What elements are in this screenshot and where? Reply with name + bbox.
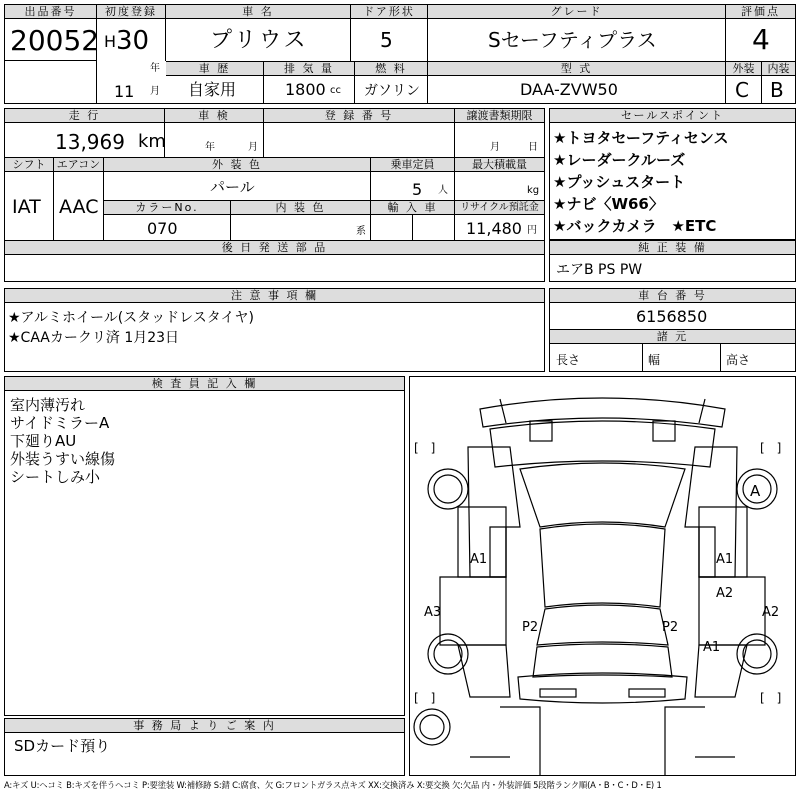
height-label: 高さ	[726, 353, 751, 367]
legend: A:キズ U:ヘコミ B:キズを伴うヘコミ P:要塗装 W:補修跡 S:錆 C:腐食、欠 G:フロントガラス点キズ XX:交換済み X:要交換 欠:欠品 内・外装評価 5段階ランク順(A・B・C・D・E) 1	[4, 780, 662, 790]
mileage-unit: km	[138, 131, 166, 152]
fuel-label: 燃 料	[355, 62, 427, 76]
inspector-item: シートしみ小	[10, 468, 101, 486]
transfer-month-unit: 月	[490, 142, 500, 153]
displacement-unit: cc	[330, 85, 341, 96]
recycle-unit: 円	[527, 225, 537, 236]
damage-mark: P2	[522, 620, 539, 635]
car-diagram	[410, 377, 795, 775]
grade: Sセーフティプラス	[488, 28, 657, 52]
inspector-label: 検 査 員 記 入 欄	[5, 377, 404, 391]
damage-mark: A3	[424, 605, 442, 620]
sales-point-item: ★ナビ〈W66〉	[553, 195, 664, 213]
month-unit: 月	[150, 86, 160, 97]
ac: AAC	[59, 196, 99, 218]
exterior-label: 外装	[726, 62, 761, 76]
diagram-bracket: [ ]	[760, 441, 782, 455]
caution-item: ★アルミホイール(スタッドレスタイヤ)	[8, 310, 254, 326]
int-color-label: 内 装 色	[231, 201, 370, 215]
first-reg-year: 30	[116, 26, 150, 56]
score-label: 評価点	[726, 5, 795, 19]
damage-mark: A1	[716, 552, 734, 567]
dims-label: 諸 元	[550, 330, 795, 344]
equipment-label: 純 正 装 備	[550, 241, 795, 255]
recycle-label: リサイクル預託金	[455, 201, 544, 215]
inspector-item: 下廻りAU	[10, 432, 77, 450]
car-name: プリウス	[210, 28, 309, 53]
shift: IAT	[12, 196, 41, 218]
recycle: 11,480	[466, 219, 522, 238]
first-reg-month: 11	[114, 82, 135, 101]
transfer-day-unit: 日	[528, 142, 538, 153]
caution-label: 注 意 事 項 欄	[5, 289, 544, 303]
ext-color-label: 外 装 色	[104, 158, 370, 172]
sales-point-item: ★レーダークルーズ	[553, 151, 686, 169]
damage-mark: A2	[762, 605, 780, 620]
length-label: 長さ	[556, 353, 581, 367]
fuel: ガソリン	[364, 83, 420, 99]
office-label: 事 務 局 よ り ご 案 内	[5, 719, 404, 733]
grade-label: グレード	[428, 5, 725, 19]
damage-mark: A	[750, 482, 761, 500]
capacity-unit: 人	[438, 185, 448, 196]
displacement: 1800	[285, 80, 326, 99]
office-text: SDカード預り	[14, 737, 111, 755]
chassis-label: 車 台 番 号	[550, 289, 795, 303]
model-label: 型 式	[428, 62, 725, 76]
score: 4	[752, 23, 770, 56]
displacement-label: 排 気 量	[264, 62, 354, 76]
reg-label: 登 録 番 号	[264, 109, 454, 123]
shipping-label: 後 日 発 送 部 品	[5, 241, 544, 255]
diagram-bracket: [ ]	[414, 441, 436, 455]
diagram-bracket: [ ]	[414, 691, 436, 705]
color-no: 070	[147, 219, 178, 238]
sales-point-item: ★バックカメラ ★ETC	[553, 217, 717, 235]
width-label: 幅	[648, 353, 661, 367]
damage-mark: P2	[662, 620, 679, 635]
exterior-grade: C	[735, 78, 749, 102]
mileage-label: 走 行	[5, 109, 164, 123]
mileage: 13,969	[55, 130, 125, 154]
first-reg-label: 初度登録	[97, 5, 165, 19]
interior-grade: B	[770, 78, 784, 102]
history-label: 車 歴	[166, 62, 263, 76]
caution-item: ★CAAカークリ済 1月23日	[8, 330, 180, 346]
lot-number: 20052	[10, 24, 100, 57]
inspector-item: 外装うすい線傷	[10, 450, 116, 468]
year-unit: 年	[150, 63, 160, 74]
interior-label: 内装	[762, 62, 795, 76]
inspector-item: サイドミラーA	[10, 414, 110, 432]
sales-points-label: セールスポイント	[550, 109, 795, 123]
capacity: 5	[412, 180, 423, 199]
inspector-item: 室内薄汚れ	[10, 396, 86, 414]
max-load-unit: kg	[527, 185, 540, 196]
capacity-label: 乗車定員	[371, 158, 454, 172]
insp-month-unit: 月	[248, 142, 258, 153]
ext-color: パール	[210, 178, 255, 196]
diagram-bracket: [ ]	[760, 691, 782, 705]
era: H	[104, 32, 117, 51]
max-load-label: 最大積載量	[455, 158, 544, 172]
chassis-number: 6156850	[636, 307, 708, 326]
history: 自家用	[188, 80, 237, 99]
shift-label: シフト	[5, 158, 53, 172]
damage-mark: A1	[470, 552, 488, 567]
sales-point-item: ★トヨタセーフティセンス	[553, 129, 729, 147]
int-color-unit: 系	[356, 226, 366, 237]
color-no-label: カラーNo.	[104, 201, 230, 215]
insp-year-unit: 年	[205, 142, 215, 153]
sales-point-item: ★プッシュスタート	[553, 173, 686, 191]
equipment: エアB PS PW	[556, 262, 643, 278]
doors-label: ドア形状	[351, 5, 427, 19]
damage-mark: A1	[703, 640, 721, 655]
doors: 5	[380, 28, 393, 52]
model: DAA-ZVW50	[520, 80, 618, 99]
ac-label: エアコン	[54, 158, 103, 172]
import-label: 輸 入 車	[371, 201, 454, 215]
car-name-label: 車 名	[166, 5, 350, 19]
lot-label: 出品番号	[5, 5, 96, 19]
inspection-label: 車 検	[165, 109, 263, 123]
damage-mark: A2	[716, 586, 734, 601]
transfer-label: 譲渡書類期限	[455, 109, 544, 123]
